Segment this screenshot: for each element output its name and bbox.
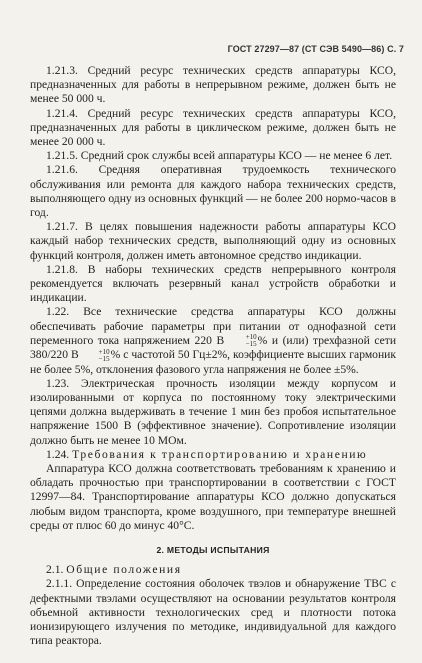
- paragraph-storage: Аппаратура КСО должна соответствовать требованиям к хранению и обладать прочностью при транспортировании в соответствии с ГОСТ 12997—84. Транспортирование аппаратуры КСО должно допускаться любым видом транспорта, кроме воздушного, при температуре внешней среды от плюс 60 до минус 40°С.: [30, 461, 396, 532]
- paragraph-2-1-number: 2.1.: [46, 563, 64, 577]
- paragraph-1-21-4: 1.21.4. Средний ресурс технических средств аппаратуры КСО, предназначенных для работы в циклическом режиме, должен быть не менее 20 000 ч.: [30, 106, 396, 149]
- fraction-bottom: −15: [98, 354, 110, 363]
- page-header: ГОСТ 27297—87 (СТ СЭВ 5490—86) С. 7: [227, 44, 404, 54]
- paragraph-1-21-7: 1.21.7. В целях повышения надежности работы аппаратуры КСО каждый набор технических средств, выполняющий одну из основных функций контроля, должен иметь автономное средство индикации.: [30, 220, 396, 262]
- fraction-top: +10: [245, 333, 257, 342]
- paragraph-2-1-title: Общие положения: [66, 563, 182, 577]
- paragraph-1-22-part-b: % и (или) трехфазной сети 380/220 В: [30, 333, 397, 362]
- tolerance-fraction-2: [83, 349, 110, 363]
- section-heading: 2. МЕТОДЫ ИСПЫТАНИЯ: [156, 544, 270, 555]
- paragraph-1-21-8: 1.21.8. В наборы технических средств непрерывного контроля рекомендуется включать резервный канал устройств обработки и индикации.: [30, 262, 396, 305]
- paragraph-1-23: 1.23. Электрическая прочность изоляции между корпусом и изолированными от корпуса по постоянному току электрическими цепями должна выдерживать в течение 1 мин без пробоя испытательное напряжение 1500 В (эффективное значение). Сопротивление изоляции должно быть не менее 10 МОм.: [30, 376, 396, 447]
- paragraph-1-22: [30, 305, 396, 376]
- paragraph-1-24: [30, 448, 396, 462]
- paragraph-2-1-1: 2.1.1. Определение состояния оболочек твэлов и обнаружение ТВС с дефектными твэлами осуществляют на основании результатов контроля объемной активности технологических сред и плотности потока ионизирующего излучения по методике, индивидуальной для каждого типа реактора.: [30, 577, 396, 648]
- paragraph-1-24-number: 1.24.: [46, 447, 70, 461]
- fraction-top: +10: [98, 347, 110, 356]
- paragraph-1-21-6: 1.21.6. Средняя оперативная трудоемкость технического обслуживания или ремонта для каждого набора технических средств, выполняющего одну из основных функций — не более 200 нормо-часов в год.: [30, 163, 396, 220]
- fraction-bottom: −15: [245, 340, 257, 349]
- paragraph-1-21-5: 1.21.5. Средний срок службы всей аппаратуры КСО — не менее 6 лет.: [46, 149, 393, 163]
- body-text: [30, 64, 396, 648]
- paragraph-2-1: [30, 563, 396, 577]
- paragraph-1-22-part-a: 1.22. Все технические средства аппаратуры КСО должны обеспечивать рабочие параметры при питании от однофазной сети переменного тока напряжением 220 В: [30, 305, 396, 347]
- paragraph-1-21-3: 1.21.3. Средний ресурс технических средств аппаратуры КСО, предназначенных для работы в непрерывном режиме, должен быть не менее 50 000 ч.: [30, 64, 396, 106]
- paragraph-1-24-title: Требования к транспортированию и хранению: [72, 447, 368, 461]
- paragraph-1-22-part-c: % с частотой 50 Гц±2%, коэффициенте высших гармоник не более 5%, отклонения фазового угла напряжения не более ±5%.: [30, 348, 397, 376]
- tolerance-fraction-1: [230, 334, 257, 348]
